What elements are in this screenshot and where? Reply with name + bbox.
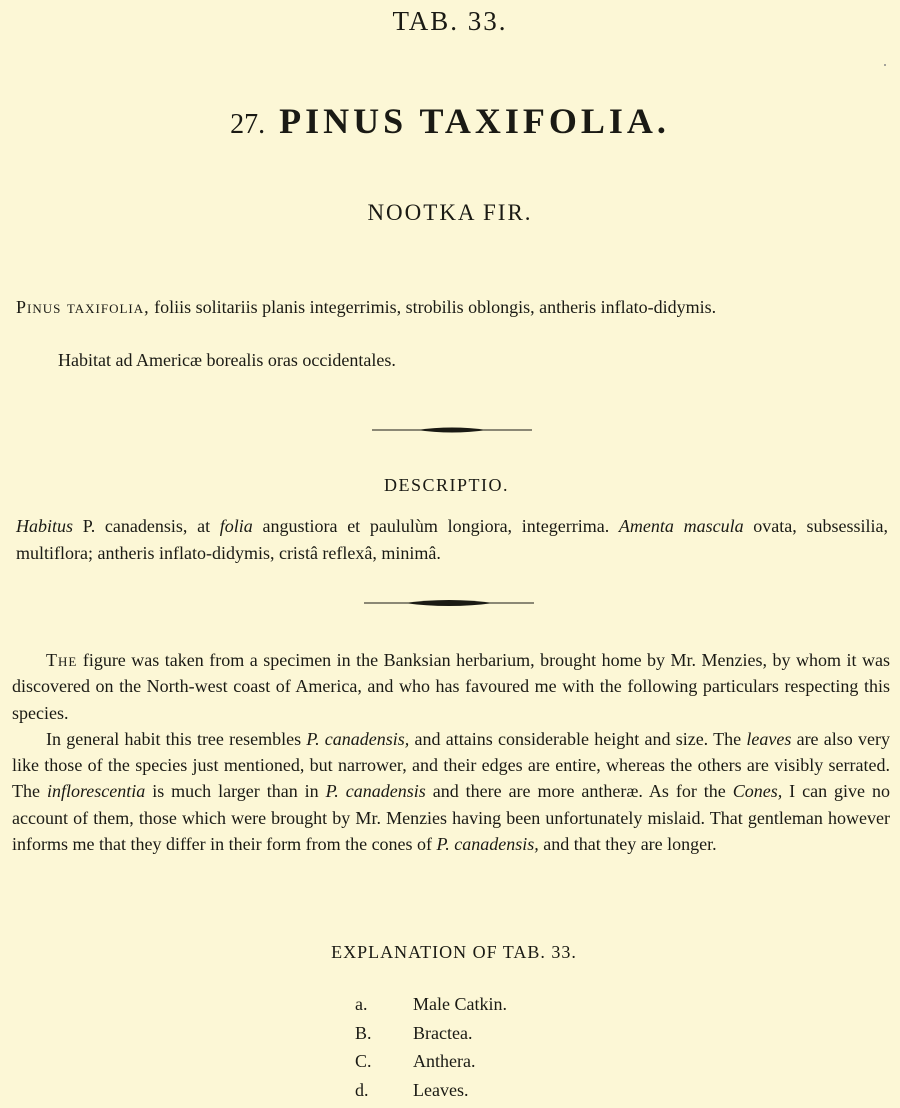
- species-title: [0, 100, 900, 142]
- common-name: NOOTKA FIR.: [0, 200, 900, 226]
- body-p2-c: and attains considerable height and size. The: [409, 729, 746, 749]
- legend-letter: a.: [355, 994, 413, 1023]
- body-p1-lead: The: [46, 650, 77, 670]
- descriptio-heading: DESCRIPTIO.: [384, 475, 509, 496]
- descriptio-text-6: ovata, subsessilia, multiflora; antheris inflato-didymis, cristâ reflexâ, minimâ.: [16, 516, 888, 563]
- body-p2-k: I can give no account of them, those which were brought by Mr. Menzies having been unfortunately mislaid. That gentleman however informs me that they differ in their form from the cones of: [12, 781, 890, 854]
- legend-item: [355, 1023, 507, 1052]
- body-paragraph-2: [12, 726, 890, 857]
- descriptio-text-4: angustiora et paululùm longiora, integerrima.: [253, 516, 619, 536]
- legend-letter: B.: [355, 1023, 413, 1052]
- legend-label: Leaves.: [413, 1080, 468, 1108]
- explanation-legend: [355, 994, 507, 1108]
- habitat: Habitat ad Americæ borealis oras occidentales.: [58, 350, 396, 371]
- body-p2-m: and that they are longer.: [539, 834, 717, 854]
- body-p2-l: P. canadensis,: [437, 834, 539, 854]
- descriptio-folia: folia: [220, 516, 253, 536]
- explanation-heading: EXPLANATION OF TAB. 33.: [0, 942, 900, 963]
- body-p2-h: P. canadensis: [326, 781, 426, 801]
- legend-label: Male Catkin.: [413, 994, 507, 1023]
- species-number: 27.: [230, 109, 265, 140]
- legend-item: [355, 994, 507, 1023]
- legend-item: [355, 1051, 507, 1080]
- descriptio-amenta: Amenta mascula: [619, 516, 744, 536]
- plate-number: TAB. 33.: [0, 6, 900, 37]
- legend-label: Bractea.: [413, 1023, 472, 1052]
- legend-letter: d.: [355, 1080, 413, 1108]
- body-p2-a: In general habit this tree resembles: [46, 729, 306, 749]
- body-p2-f: inflorescentia: [47, 781, 145, 801]
- diagnosis-text: foliis solitariis planis integerrimis, strobilis oblongis, antheris inflato-didymis.: [150, 297, 716, 317]
- body-p1-text: figure was taken from a specimen in the Banksian herbarium, brought home by Mr. Menzies, by whom it was discovered on the North-west coast of America, and who has favoured me with the following particulars respecting this species.: [12, 650, 890, 723]
- descriptio-habitus: Habitus: [16, 516, 73, 536]
- descriptio-text-2: P. canadensis, at: [73, 516, 220, 536]
- body-paragraph-1: [12, 647, 890, 726]
- paper-speck: [884, 64, 886, 66]
- legend-label: Anthera.: [413, 1051, 475, 1080]
- species-name: PINUS TAXIFOLIA.: [279, 101, 670, 141]
- descriptio-text: [16, 513, 888, 567]
- legend-letter: C.: [355, 1051, 413, 1080]
- legend-item: [355, 1080, 507, 1108]
- body-p2-j: Cones,: [733, 781, 783, 801]
- body-p2-i: and there are more antheræ. As for the: [426, 781, 733, 801]
- diagnosis-lead: Pinus taxifolia,: [16, 297, 150, 317]
- body-p2-e: are also very like those of the species just mentioned, but narrower, and their edges are entire, whereas the others are visibly serrated. The: [12, 729, 890, 802]
- body-text: [12, 647, 890, 857]
- body-p2-g: is much larger than in: [145, 781, 325, 801]
- diagnosis: [16, 297, 886, 318]
- body-p2-d: leaves: [746, 729, 791, 749]
- body-p2-b: P. canadensis,: [306, 729, 409, 749]
